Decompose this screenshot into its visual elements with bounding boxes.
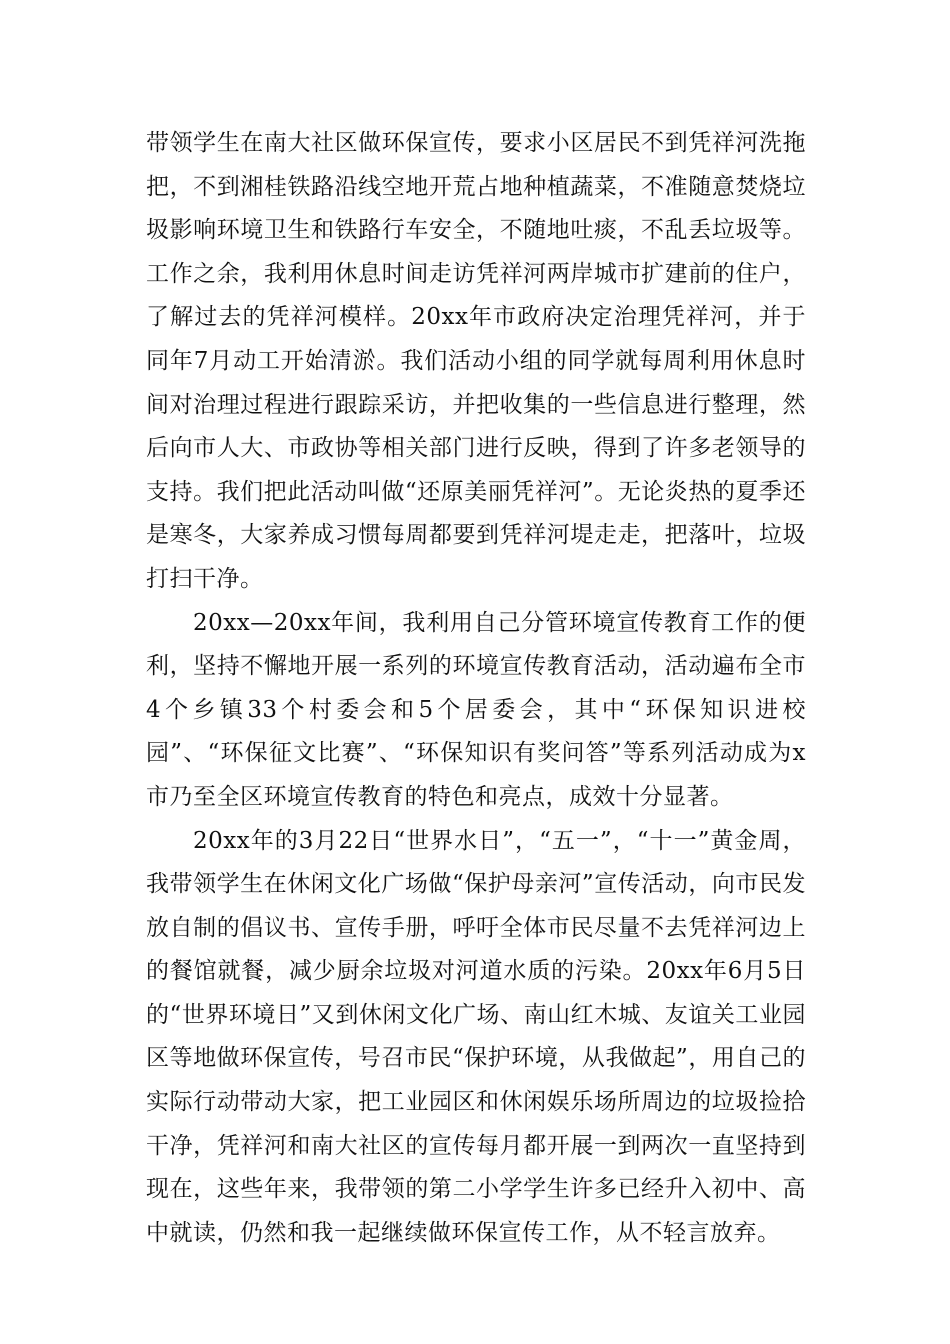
- document-page: [146, 122, 806, 1255]
- paragraph-2: 20xx—20xx年间，我利用自己分管环境宣传教育工作的便利，坚持不懈地开展一系列的环境宣传教育活动，活动遍布全市4个乡镇33个村委会和5个居委会，其中“环保知识进校园”、“环保征文比赛”、“环保知识有奖问答”等系列活动成为x市乃至全区环境宣传教育的特色和亮点，成效十分显著。: [146, 609, 806, 810]
- paragraph-1: 带领学生在南大社区做环保宣传，要求小区居民不到凭祥河洗拖把，不到湘桂铁路沿线空地开荒占地种植蔬菜，不准随意焚烧垃圾影响环境卫生和铁路行车安全，不随地吐痰，不乱丢垃圾等。工作之余，我利用休息时间走访凭祥河两岸城市扩建前的住户，了解过去的凭祥河模样。20xx年市政府决定治理凭祥河，并于同年7月动工开始清淤。我们活动小组的同学就每周利用休息时间对治理过程进行跟踪采访，并把收集的一些信息进行整理，然后向市人大、市政协等相关部门进行反映，得到了许多老领导的支持。我们把此活动叫做“还原美丽凭祥河”。无论炎热的夏季还是寒冬，大家养成习惯每周都要到凭祥河堤走走，把落叶，垃圾打扫干净。: [146, 130, 806, 592]
- paragraph-3: 20xx年的3月22日“世界水日”，“五一”，“十一”黄金周，我带领学生在休闲文化广场做“保护母亲河”宣传活动，向市民发放自制的倡议书、宣传手册，呼吁全体市民尽量不去凭祥河边上的餐馆就餐，减少厨余垃圾对河道水质的污染。20xx年6月5日的“世界环境日”又到休闲文化广场、南山红木城、友谊关工业园区等地做环保宣传，号召市民“保护环境，从我做起”，用自己的实际行动带动大家，把工业园区和休闲娱乐场所周边的垃圾捡拾干净，凭祥河和南大社区的宣传每月都开展一到两次一直坚持到现在，这些年来，我带领的第二小学学生许多已经升入初中、高中就读，仍然和我一起继续做环保宣传工作，从不轻言放弃。: [146, 827, 806, 1246]
